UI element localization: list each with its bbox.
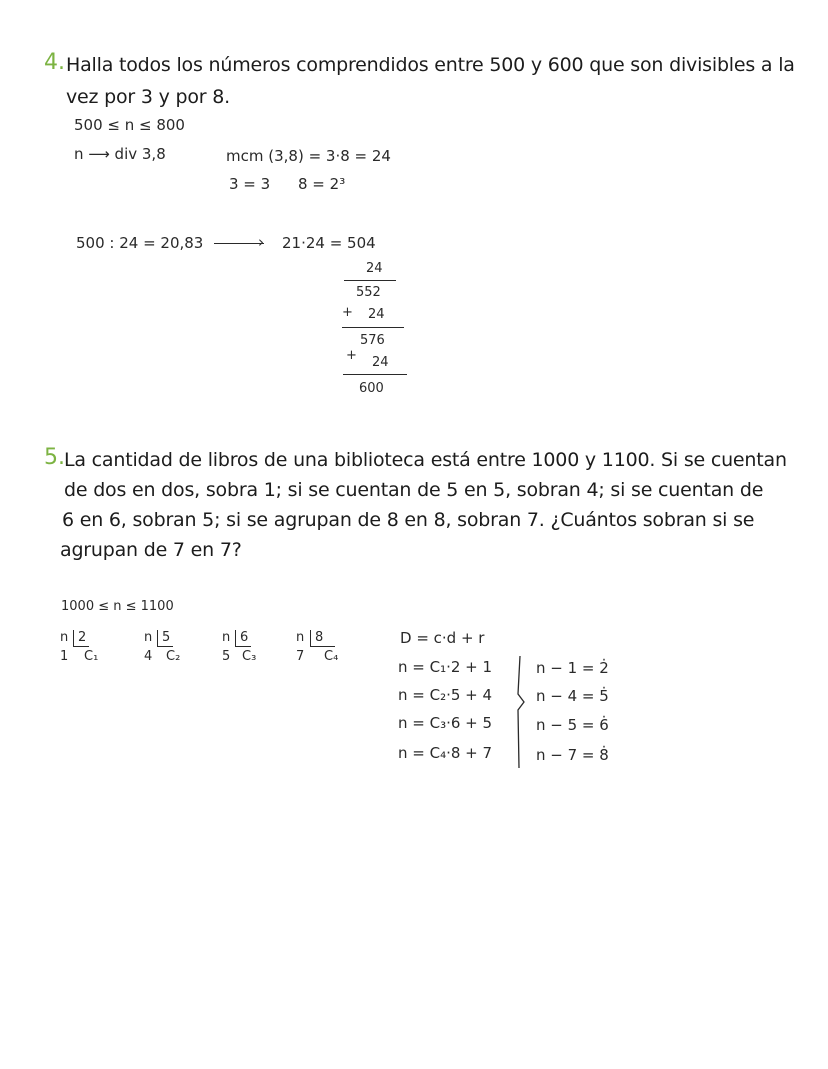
first-multiple: 21·24 = 504 bbox=[282, 234, 376, 252]
equation-3: n = C₃·6 + 5 bbox=[398, 714, 493, 732]
arrow-head: › bbox=[258, 233, 264, 251]
division-by-6 bbox=[222, 630, 272, 670]
dividend: n bbox=[222, 630, 231, 645]
quotient: C₁ bbox=[84, 649, 99, 664]
remainder: 7 bbox=[296, 649, 305, 664]
divisor: 2 bbox=[73, 630, 89, 647]
division-by-2 bbox=[60, 630, 110, 670]
multiple-4: n − 7 = 8̇ bbox=[536, 746, 609, 764]
equation-2: n = C₂·5 + 4 bbox=[398, 686, 493, 704]
remainder: 1 bbox=[60, 649, 69, 664]
problem-4-line-1: Halla todos los números comprendidos entre 500 y 600 que son divisibles a la bbox=[66, 54, 795, 76]
sum-1: 552 bbox=[356, 285, 381, 300]
division-by-8 bbox=[296, 630, 356, 670]
quotient: C₃ bbox=[242, 649, 257, 664]
division-formula: D = c·d + r bbox=[400, 629, 485, 647]
quotient: C₄ bbox=[324, 649, 339, 664]
equation-4: n = C₄·8 + 7 bbox=[398, 744, 493, 762]
sum-3: 600 bbox=[359, 381, 384, 396]
problem-4-line-2: vez por 3 y por 8. bbox=[66, 86, 230, 108]
condition-4: n ⟶ div 3,8 bbox=[74, 145, 166, 163]
problem-5-line-3: 6 en 6, sobran 5; si se agrupan de 8 en 8, sobran 7. ¿Cuántos sobran si se bbox=[62, 509, 755, 531]
addend-1: 24 bbox=[366, 261, 383, 276]
dividend: n bbox=[296, 630, 305, 645]
divisor: 8 bbox=[310, 630, 335, 647]
problem-5-number: 5. bbox=[44, 445, 65, 470]
multiple-2: n − 4 = 5̇ bbox=[536, 687, 609, 705]
mcm-line: mcm (3,8) = 3·8 = 24 bbox=[226, 147, 391, 165]
remainder: 5 bbox=[222, 649, 231, 664]
addend-2: 24 bbox=[368, 307, 385, 322]
problem-5-line-1: La cantidad de libros de una biblioteca está entre 1000 y 1100. Si se cuentan bbox=[64, 449, 787, 471]
problem-5-line-2: de dos en dos, sobra 1; si se cuentan de 5 en 5, sobran 4; si se cuentan de bbox=[64, 479, 764, 501]
division-by-5 bbox=[144, 630, 194, 670]
sum-rule-3 bbox=[343, 374, 407, 375]
sum-rule-1 bbox=[344, 280, 396, 281]
divisor: 6 bbox=[235, 630, 251, 647]
multiple-3: n − 5 = 6̇ bbox=[536, 716, 609, 734]
factor-8: 8 = 2³ bbox=[298, 175, 346, 193]
sum-2: 576 bbox=[360, 333, 385, 348]
factor-3: 3 = 3 bbox=[229, 175, 271, 193]
range-4: 500 ≤ n ≤ 800 bbox=[74, 116, 185, 134]
range-5: 1000 ≤ n ≤ 1100 bbox=[61, 599, 174, 614]
dividend: n bbox=[60, 630, 69, 645]
brace-icon bbox=[512, 654, 532, 772]
quotient: C₂ bbox=[166, 649, 181, 664]
division-500-24: 500 : 24 = 20,83 bbox=[76, 234, 204, 252]
sum-rule-2 bbox=[342, 327, 404, 328]
divisor: 5 bbox=[157, 630, 173, 647]
plus-sign-2: + bbox=[346, 348, 357, 363]
remainder: 4 bbox=[144, 649, 153, 664]
plus-sign-1: + bbox=[342, 305, 353, 320]
dividend: n bbox=[144, 630, 153, 645]
multiple-1: n − 1 = 2̇ bbox=[536, 659, 609, 677]
addend-3: 24 bbox=[372, 355, 389, 370]
equation-1: n = C₁·2 + 1 bbox=[398, 658, 493, 676]
arrow-shaft bbox=[214, 243, 264, 244]
problem-4-number: 4. bbox=[44, 50, 65, 75]
problem-5-line-4: agrupan de 7 en 7? bbox=[60, 539, 242, 561]
